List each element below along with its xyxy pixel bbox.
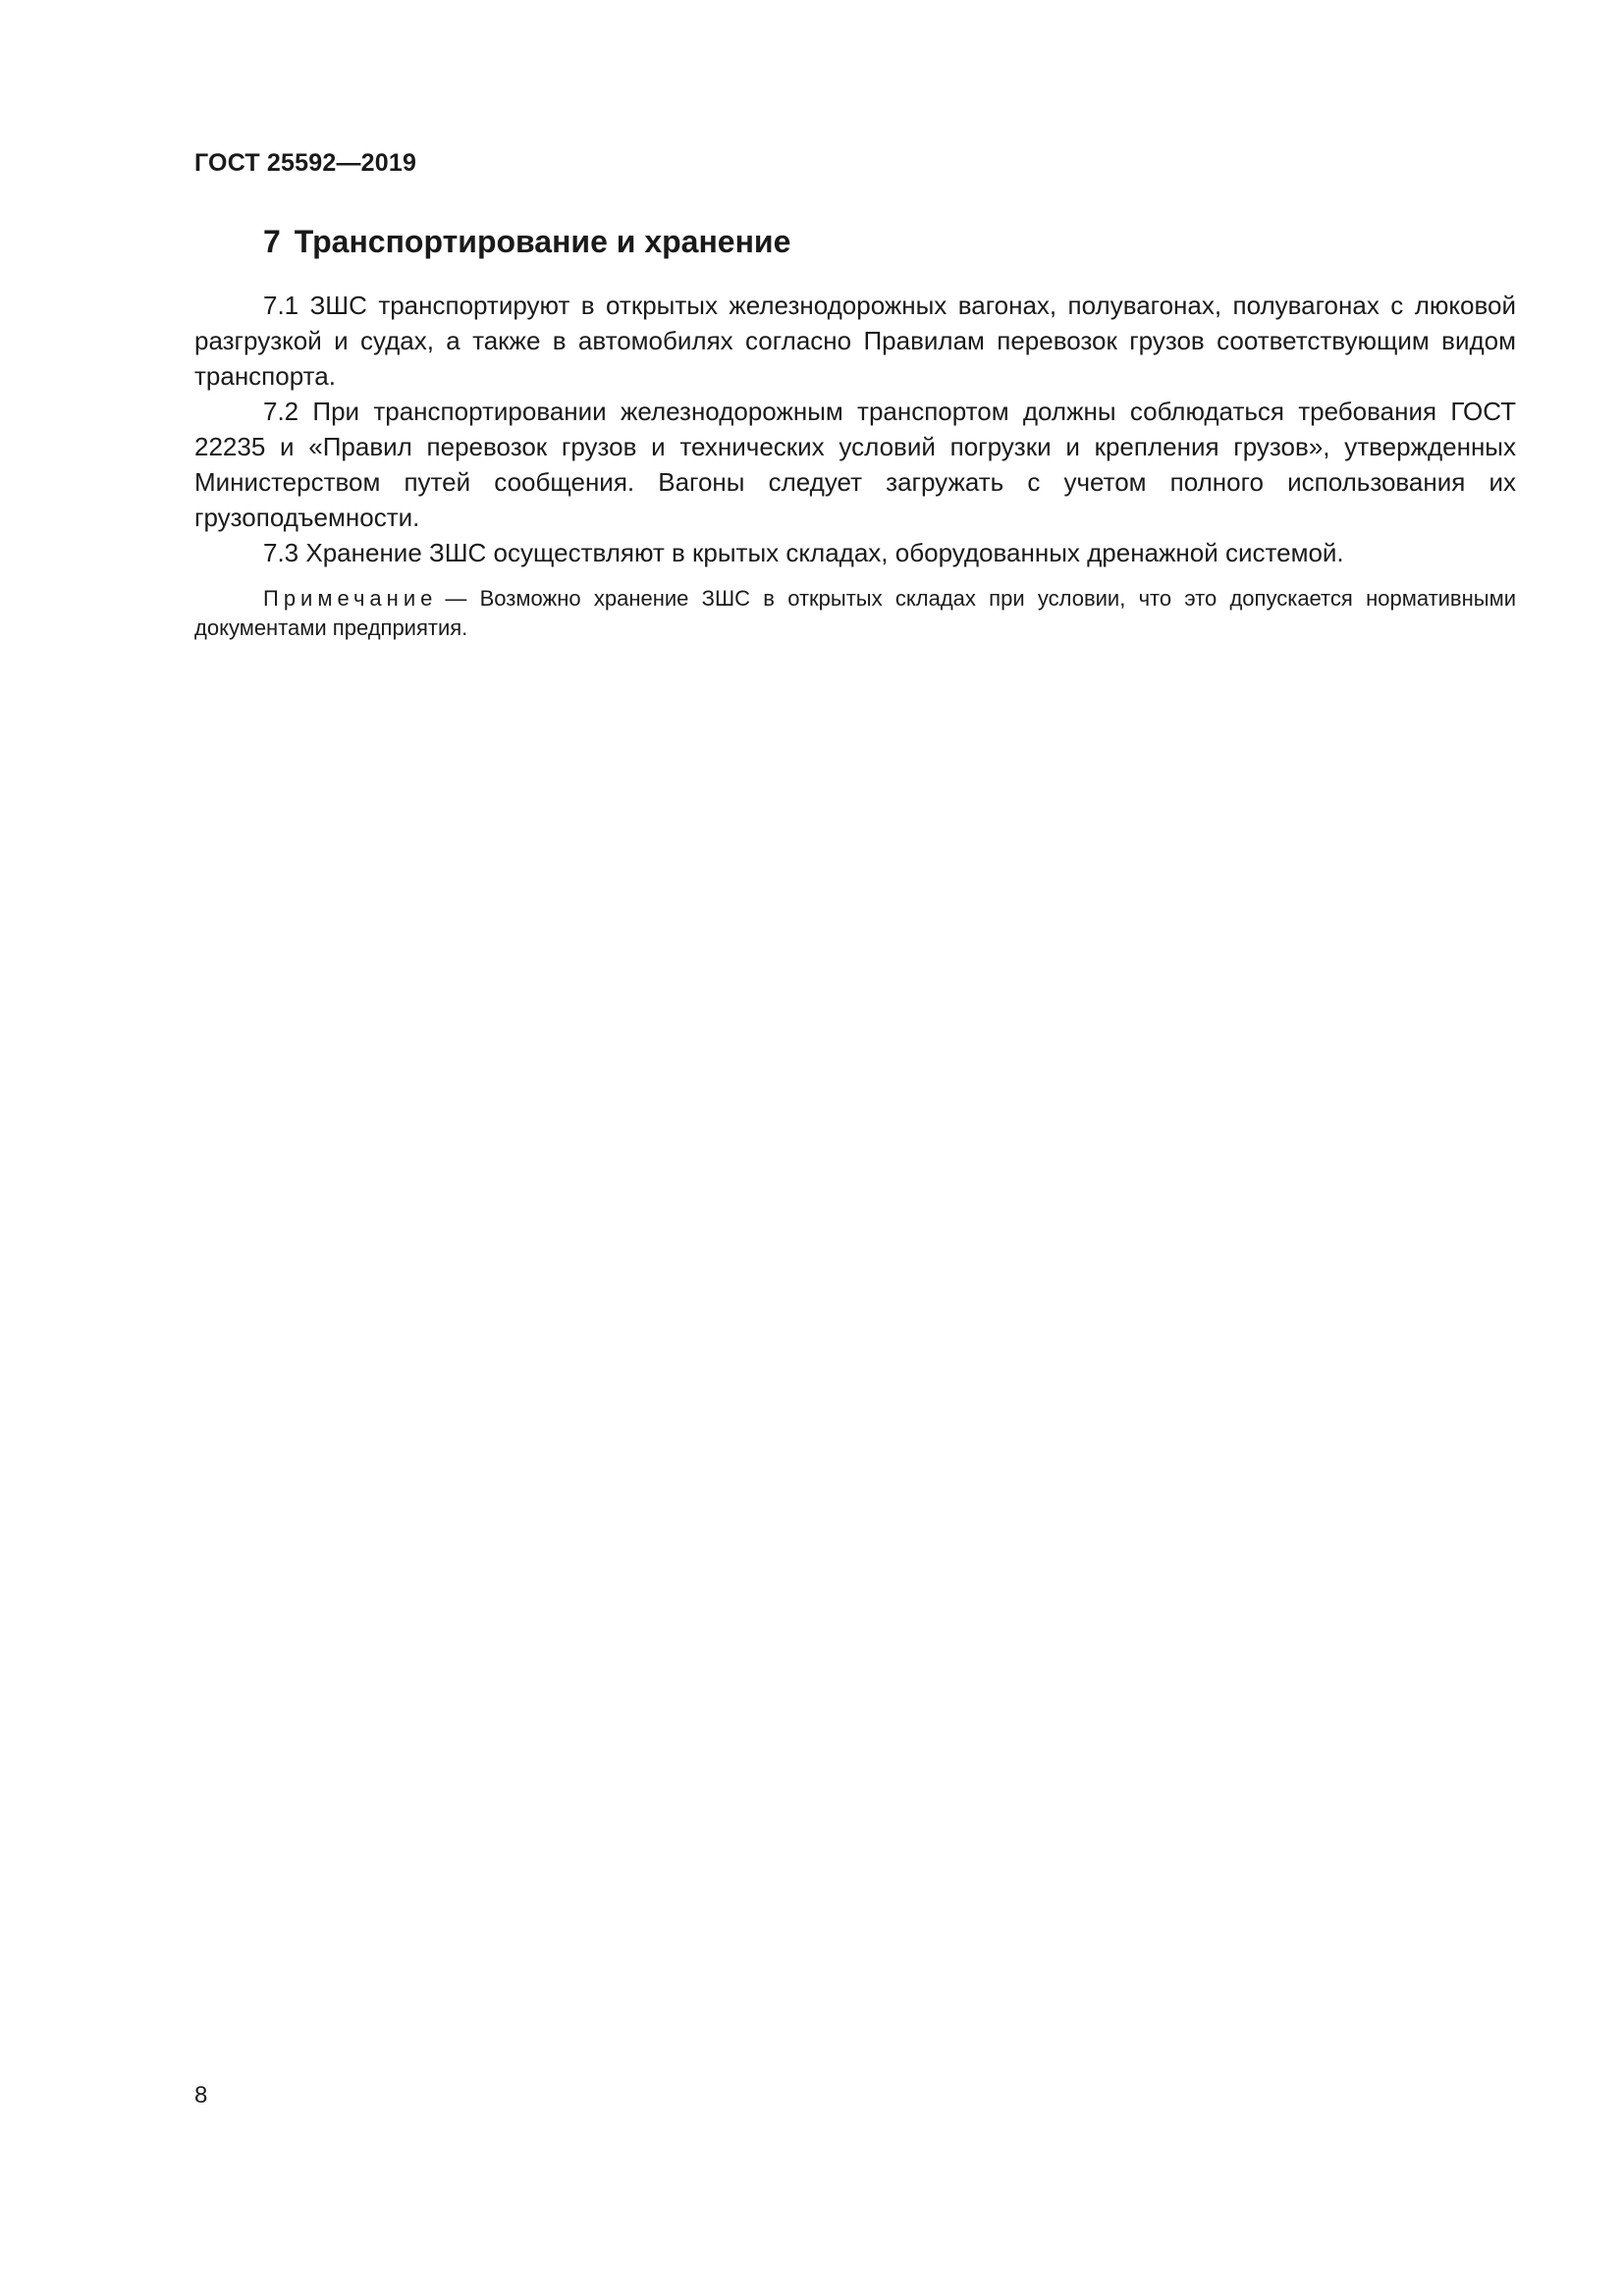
paragraph-7-2: 7.2 При транспортировании железнодорожным транспортом должны соблюдаться требования ГОСТ 22235 и «Правил перевозок грузов и технических условий погрузки и крепления грузов», утвержденных Министерством путей сообщения. Вагоны следует загружать с учетом полного использования их грузоподъемности. — [194, 397, 1516, 532]
section-title: Транспортирование и хранение — [294, 224, 791, 259]
note-label: Примечание — [263, 586, 438, 611]
note-text: — Возможно хранение ЗШС в открытых складах при условии, что это допускается нормативными документами предприятия. — [194, 586, 1516, 640]
document-code: ГОСТ 25592—2019 — [194, 149, 417, 177]
section-number: 7 — [263, 224, 281, 259]
paragraph-7-3: 7.3 Хранение ЗШС осуществляют в крытых складах, оборудованных дренажной системой. — [263, 538, 1344, 567]
section-heading — [263, 224, 790, 260]
section-body — [194, 288, 1516, 643]
page-number: 8 — [194, 2082, 208, 2109]
note — [194, 584, 1516, 643]
paragraph-7-1: 7.1 ЗШС транспортируют в открытых железнодорожных вагонах, полувагонах, полувагонах с люковой разгрузкой и судах, а также в автомобилях согласно Правилам перевозок грузов соответствующим видом транспорта. — [194, 291, 1516, 391]
